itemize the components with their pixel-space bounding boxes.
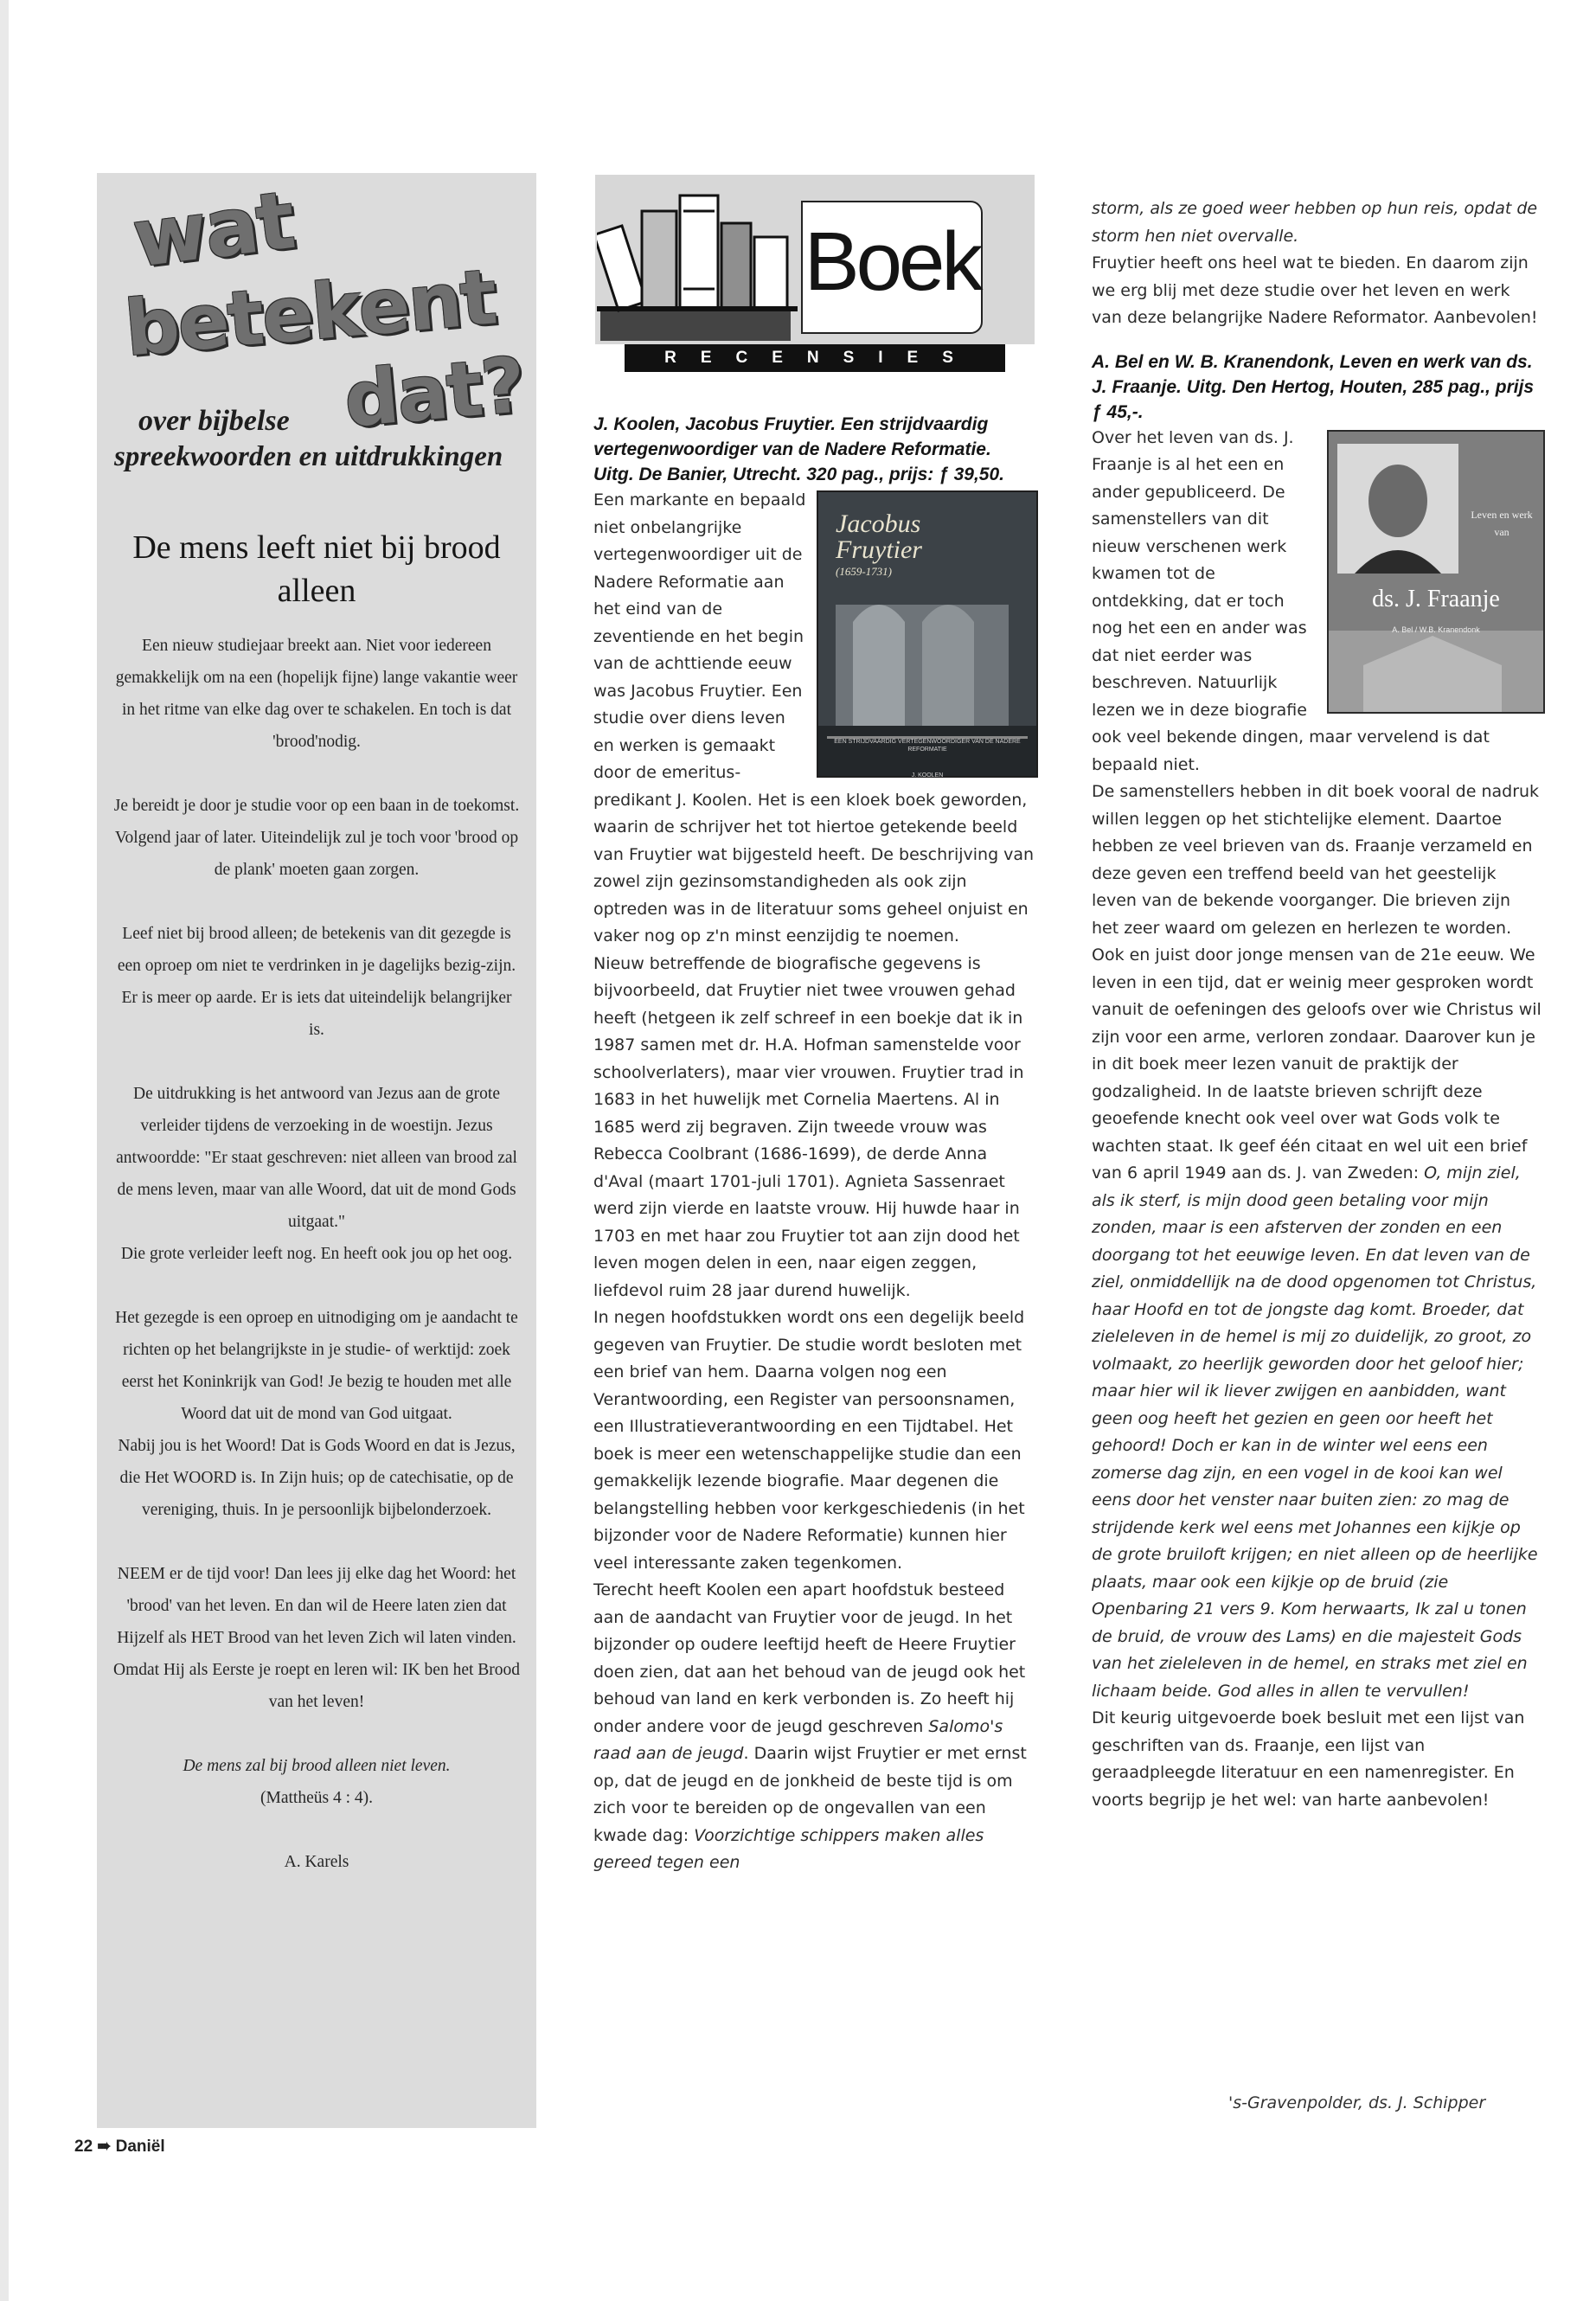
- recensies-bar: RECENSIES: [625, 344, 1005, 372]
- page-number: 22: [74, 2138, 93, 2156]
- paragraph: Fruytier heeft ons heel wat te bieden. En daarom zijn we erg blij met deze studie over het leven en werk van deze belangrijke Nadere Reformator. Aanbevolen!: [1092, 253, 1538, 327]
- text-run: . Daarin wijst Fruytier er met ernst op, dat de jeugd en de jonkheid de beste tijd is om zich voor te bereiden op de ongevallen van een kwade dag:: [593, 1744, 1027, 1845]
- review-heading: A. Bel en W. B. Kranendonk, Leven en werk van ds. J. Fraanje. Uitg. Den Hertog, Houten, 285 pag., prijs ƒ 45,-.: [1092, 351, 1535, 422]
- paragraph: Een markante en bepaald niet onbelangrijke vertegenwoordiger uit de Nadere Reformatie aan het eind van de zeventiende en het begin van de achttiende eeuw was Jacobus Fruytier. Een studie over diens leven en werken is gemaakt door de emeritus-predikant J. Koolen. Het is een kloek boek geworden, waarin de schrijver het tot hiertoe getekende beeld van Fruytier wat bijgesteld heeft. De beschrijving van zowel zijn gezinsomstandigheden als ook zijn optreden was in de literatuur soms geheel onjuist en vaker nog op z'n minst eenzijdig te noemen.: [593, 490, 1035, 945]
- books-illustration-icon: [597, 176, 798, 344]
- paragraph: Leef niet bij brood alleen; de betekenis van dit gezegde is een oproep om niet te verdrinken in je dagelijks bezig-zijn. Er is meer op aarde. Er is iets dat uiteindelijk belangrijker is.: [117, 925, 516, 1039]
- article-body: [112, 630, 521, 1878]
- cover-years: (1659-1731): [836, 565, 892, 578]
- cover-title: [836, 511, 922, 580]
- column-wat-betekent-dat: [97, 173, 536, 2128]
- review-fruytier: [593, 412, 1036, 1877]
- quote-continuation: storm, als ze goed weer hebben op hun reis, opdat de storm hen niet overvalle.: [1092, 199, 1538, 246]
- cover-title: ds. J. Fraanje: [1372, 585, 1500, 612]
- paragraph: Dit keurig uitgevoerde boek besluit met een lijst van geschriften van ds. Fraanje, een lijst van geraadpleegde literatuur en een namenregister. En voorts begrijp je het wel: van harte aanbevolen!: [1092, 1708, 1525, 1810]
- paragraph: NEEM er de tijd voor! Dan lees jij elke dag het Woord: het 'brood' van het leven. En dan wil de Heere laten zien dat Hijzelf als HET Brood van het leven Zich wil laten vinden. Omdat Hij als Eerste je roept en leren wil: IK ben het Brood van het leven!: [112, 1565, 521, 1711]
- text-run: Terecht heeft Koolen een apart hoofdstuk besteed aan de aandacht van Fruytier voor de jeugd. In het bijzonder op oudere leeftijd heeft de Heere Fruytier doen zien, dat aan het behoud van de jeugd ook het behoud van land en kerk verbonden is. Zo heeft hij onder andere voor de jeugd geschreven: [593, 1580, 1026, 1736]
- article-title: De mens leeft niet bij brood alleen: [132, 529, 501, 609]
- cover-caption: EEN STRIJDVAARDIG VERTEGENWOORDIGER VAN DE NADERE REFORMATIE: [834, 739, 1021, 753]
- paragraph: Je bereidt je door je studie voor op een baan in de toekomst. Volgend jaar of later. Uiteindelijk zul je toch voor 'brood op de plank' moeten gaan zorgen.: [113, 797, 520, 879]
- rubric-subtitle-1: over bijbelse: [138, 405, 290, 437]
- logo-word-wat: wat: [128, 174, 298, 285]
- boek-label-box: [801, 201, 983, 334]
- magazine-name: Daniël: [115, 2138, 165, 2156]
- paragraph: Het gezegde is een oproep en uitnodiging om je aandacht te richten op het belangrijkste in je studie- of werktijd: zoek eerst het Koninkrijk van God! Je bezig te houden met alle Woord dat uit de mond van God uitgaat.: [115, 1309, 518, 1423]
- author: A. Karels: [284, 1853, 349, 1871]
- boek-word: Boek: [804, 215, 980, 308]
- arrow-icon: ➠: [97, 2138, 112, 2156]
- rubric-subtitle-2: spreekwoorden en uitdrukkingen: [114, 441, 503, 472]
- rubric-logo: [97, 173, 536, 493]
- paragraph: Die grote verleider leeft nog. En heeft ook jou op het oog.: [120, 1245, 513, 1263]
- paragraph: Een nieuw studiejaar breekt aan. Niet voor iedereen gemakkelijk om na een (hopelijk fijne) lange vakantie weer in het ritme van elke dag over te schakelen. En toch is dat 'brood'nodig.: [115, 637, 518, 751]
- paragraph: Over het leven van ds. J. Fraanje is al het een en ander gepubliceerd. De samenstellers van dit nieuw verschenen werk kwamen tot de ontdekking, dat er toch nog het een en ander was dat niet eerder was beschreven. Natuurlijk lezen we in deze biografie ook veel bekende dingen, maar vervelend is dat bepaald niet.: [1092, 427, 1490, 774]
- page-edge: [0, 0, 9, 2301]
- column-right: [1092, 195, 1542, 1814]
- cover-title-line: Jacobus: [836, 510, 921, 538]
- cover-title-line: Fruytier: [836, 535, 922, 564]
- bible-quote: De mens zal bij brood alleen niet leven.: [183, 1757, 451, 1775]
- logo-word-dat: dat?: [340, 340, 528, 445]
- paragraph: Nieuw betreffende de biografische gegevens is bijvoorbeeld, dat Fruytier niet twee vrouwen gehad heeft (hetgeen ik zelf schreef in een boekje dat ik in 1987 samen met dr. H.A. Hofman samenstelde voor schoolverlaters), maar vier vrouwen. Fruytier trad in 1683 in het huwelijk met Cornelia Maertens. Al in 1685 werd zij begraven. Zijn tweede vrouw was Rebecca Coolbrant (1686-1699), de derde Anna d'Aval (maart 1701-juli 1701). Agnieta Sassenraet werd zijn vierde en laatste vrouw. Hij huwde haar in 1703 en met haar zou Fruytier tot aan zijn dood het leven mogen delen in een, naar eigen zeggen, liefdevol ruim 28 jaar durend huwelijk.: [593, 953, 1024, 1300]
- book-cover-fruytier: [817, 490, 1038, 778]
- paragraph: [1092, 779, 1542, 1705]
- quote-run: Voorzichtige schippers maken alles gereed tegen een: [593, 1825, 984, 1872]
- paragraph: De uitdrukking is het antwoord van Jezus aan de grote verleider tijdens de verzoeking in de woestijn. Jezus antwoordde: "Er staat geschreven: niet alleen van brood zal de mens leven, maar van alle Woord, dat uit de mond Gods uitgaat.": [116, 1085, 517, 1231]
- page-footer: [74, 2137, 165, 2157]
- portrait-photo-image: [1329, 432, 1543, 712]
- paragraph: In negen hoofdstukken wordt ons een degelijk beeld gegeven van Fruytier. De studie wordt besloten met een brief van hem. Daarna volgen nog een Verantwoording, een Register van persoonsnamen, een Illustratieverantwoording en een Tijdtabel. Het boek is meer een wetenschappelijke studie dan een gemakkelijk lezende biografie. Maar degenen die belangstelling hebben voor kerkgeschiedenis (in het bijzonder voor de Nadere Reformatie) kunnen hier veel interessante zaken tegenkomen.: [593, 1308, 1025, 1573]
- book-cover-fraanje: [1327, 430, 1545, 714]
- cover-top-text: Leven en werk van: [1471, 508, 1533, 538]
- cover-author: J. KOOLEN: [911, 772, 944, 779]
- bible-reference: (Mattheüs 4 : 4).: [260, 1789, 373, 1807]
- logo-word-betekent: betekent: [121, 252, 499, 374]
- letter-quote: O, mijn ziel, als ik sterf, is mijn dood geen betaling voor mijn zonden, maar is een afsterven der zonden en een doorgang tot het eeuwige leven. En dat leven van de ziel, onmiddellijk na de dood opgenomen tot Christus, haar Hoofd en tot de jongste dag komt. Broeder, dat zieleleven in de hemel is mij zo duidelijk, zo groot, zo volmaakt, zo heerlijk geworden door het geloof hier; maar hier wil ik liever zwijgen en aanbidden, want geen oog heeft het gezien en geen oor heeft het gehoord! Doch er kan in de winter wel eens een zomerse dag zijn, en een vogel in de kooi kan wel eens door het venster naar buiten zien: zo mag de strijdende kerk wel eens met Johannes een kijkje op de grote bruiloft krijgen; en niet alleen op de heerlijke plaats, maar ook een kijkje op de bruid (zie Openbaring 21 vers 9. Kom herwaarts, Ik zal u tonen de bruid, de vrouw des Lams) en die majesteit Gods van het zieleleven in de hemel, en straks met ziel en lichaam beide. God alles in allen te vervullen!: [1092, 1163, 1538, 1701]
- cover-authors: A. Bel / W.B. Kranendonk: [1392, 625, 1480, 634]
- reviewer-signature: 's-Gravenpolder, ds. J. Schipper: [1228, 2093, 1486, 2112]
- paragraph: Nabij jou is het Woord! Dat is Gods Woord en dat is Jezus, die Het WOORD is. In Zijn huis; op de catechisatie, op de vereniging, thuis. In je persoonlijk bijbelonderzoek.: [118, 1437, 516, 1519]
- text-run: De samenstellers hebben in dit boek vooral de nadruk willen leggen op het stichtelijke element. Daartoe hebben ze veel brieven van ds. Fraanje verzameld en deze geven een treffend beeld van het geestelijk leven van de bekende voorganger. Die brieven zijn het zeer waard om gelezen en herlezen te worden. Ook en juist door jonge mensen van de 21e eeuw. We leven in een tijd, dat er weinig meer gesproken wordt vanuit de oefeningen des geloofs over wie Christus wil zijn voor een arme, verloren zondaar. Daarover kun je in dit boek meer lezen vanuit de praktijk der godzaligheid. In de laatste brieven schrijft deze geoefende knecht ook veel over wat Gods volk te wachten staat. Ik geef één citaat en wel uit een brief van 6 april 1949 aan ds. J. van Zweden:: [1092, 782, 1542, 1183]
- book-title-ref: Salomo's raad aan de jeugd: [593, 1716, 1003, 1763]
- paragraph: [593, 1577, 1036, 1877]
- boek-recensies-header: [595, 175, 1035, 372]
- review-heading: J. Koolen, Jacobus Fruytier. Een strijdvaardig vertegenwoordiger van de Nadere Reformatie. Uitg. De Banier, Utrecht. 320 pag., prijs: ƒ 39,50.: [593, 414, 1005, 484]
